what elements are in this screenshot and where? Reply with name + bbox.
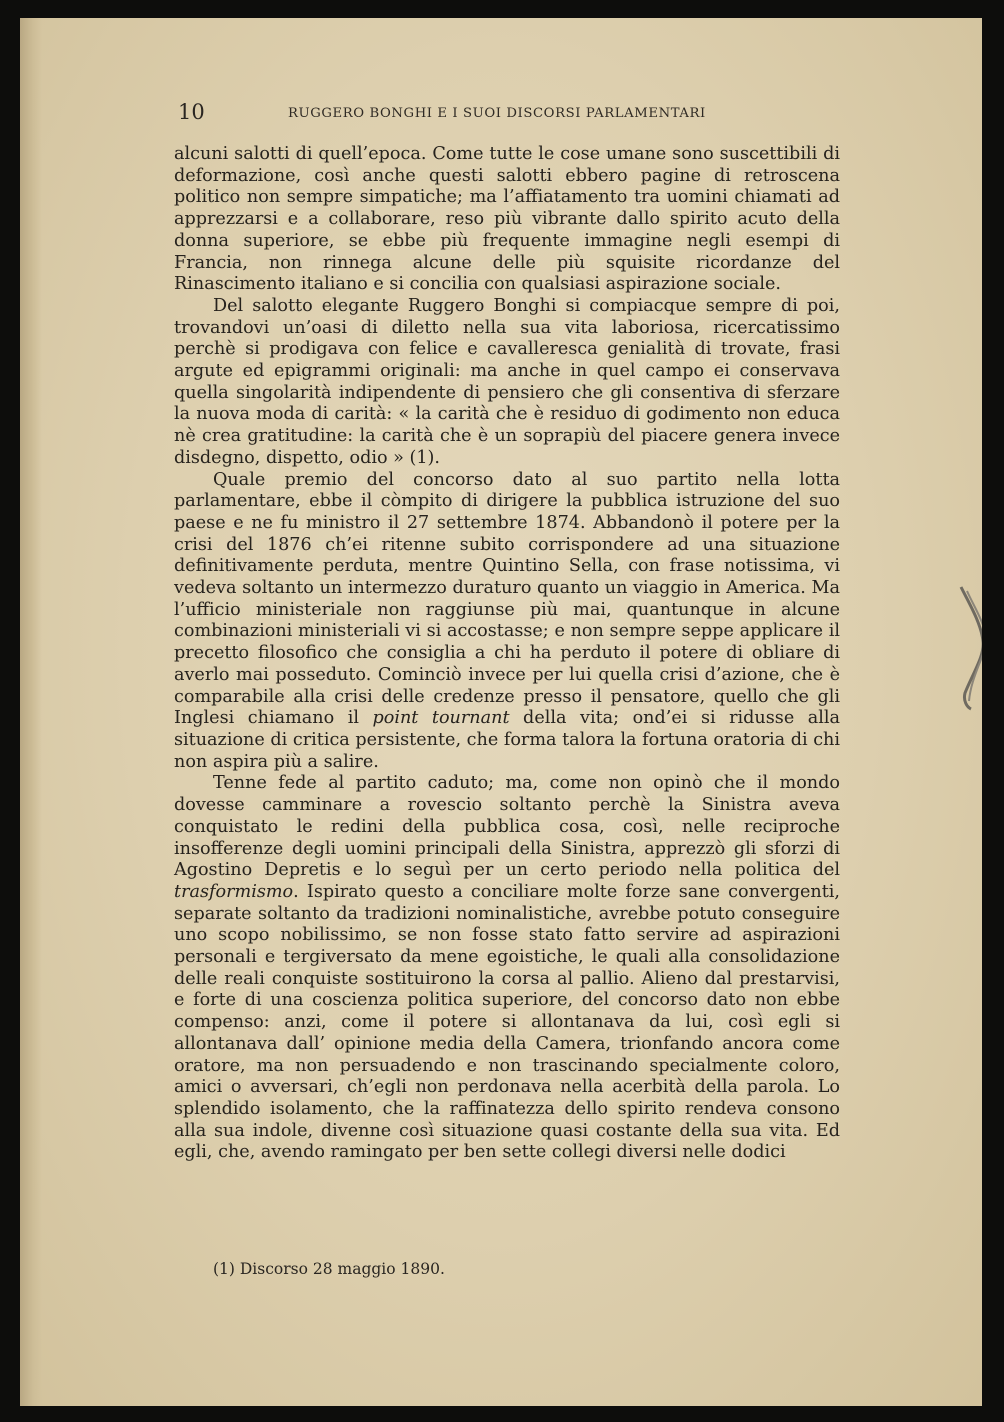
page-gutter-shadow <box>20 18 42 1406</box>
paragraph-3-end: della vita; ond’ei si ridusse alla situazione di critica persistente, che forma talora la fortuna oratoria di chi non aspira più a salire. <box>174 708 840 772</box>
book-page <box>20 18 982 1406</box>
paragraph-1: alcuni salotti di quell’epoca. Come tutte le cose umane sono suscettibili di deformazione, così anche questi salotti ebbero pagine di retroscena politico non sempre simpatiche; ma l’affiatamento tra uomini chiamati ad apprezzarsi e a collaborare, reso più vibrante dallo spirito acuto della donna superiore, se ebbe più frequente immagine negli esempi di Francia, non rinnega alcune delle più squisite ricordanze del Rinascimento italiano e si concilia con qualsiasi aspirazione sociale. <box>174 144 840 295</box>
running-head: RUGGERO BONGHI E I SUOI DISCORSI PARLAMENTARI <box>288 106 706 121</box>
paragraph-4-text-a: Tenne fede al partito caduto; ma, come non opinò che il mondo dovesse camminare a rovescio soltanto perchè la Sinistra aveva conquistato le redini della pubblica cosa, così, nelle reciproche insofferenze degli uomini principali della Sinistra, apprezzò gli sforzi di Agostino Depretis e lo seguì per un certo periodo nella politica del <box>174 773 840 881</box>
paper-clip-icon <box>955 583 982 713</box>
paragraph-3-italic: point tournant <box>372 708 510 729</box>
paragraph-4-italic: trasformismo <box>174 881 294 902</box>
page-number: 10 <box>178 100 205 124</box>
footnote: (1) Discorso 28 maggio 1890. <box>213 1260 445 1278</box>
paragraph-3-text: Quale premio del concorso dato al suo partito nella lotta parlamentare, ebbe il còmpito di dirigere la pubblica istruzione del suo paese e ne fu ministro il 27 settembre 1874. Abbandonò il potere per la crisi del 1876 ch’ei ritenne subito corrispondere ad una situazione definitivamente perduta, mentre Quintino Sella, con frase notissima, vi vedeva soltanto un intermezzo duraturo quanto un viaggio in America. Ma l’ufficio ministeriale non raggiunse più mai, quantunque in alcune combinazioni ministeriali vi si accostasse; e non sempre seppe applicare il precetto filosofico che consiglia a chi ha perduto il potere di obliare di averlo mai posseduto. Cominciò invece per lui quella crisi d’azione, che è comparabile alla crisi delle credenze presso il pensatore, quello che gli Inglesi chiamano il <box>174 469 840 729</box>
body-text <box>174 144 840 1164</box>
paragraph-2: Del salotto elegante Ruggero Bonghi si compiacque sempre di poi, trovandovi un’oasi di diletto nella sua vita laboriosa, ricercatissimo perchè si prodigava con felice e cavalleresca genialità di trovate, frasi argute ed epigrammi originali: ma anche in quel campo ei conservava quella singolarità indipendente di pensiero che gli consentiva di sferzare la nuova moda di carità: « la carità che è residuo di godimento non educa nè crea gratitudine: la carità che è un soprapiù del piacere genera invece disdegno, dispetto, odio » (1). <box>174 295 840 468</box>
paragraph-3 <box>174 470 840 774</box>
page-header <box>178 100 818 130</box>
paragraph-4-text-b: . Ispirato questo a conciliare molte forze sane convergenti, separate soltanto da tradizioni nominalistiche, avrebbe potuto conseguire uno scopo nobilissimo, se non fosse stato fatto servire ad aspirazioni personali e tergiversato da mene egoistiche, le quali alla consolidazione delle reali conquiste sostituirono la corsa al pallio. Alieno dal prestarvisi, e forte di una coscienza politica superiore, del concorso dato non ebbe compenso: anzi, come il potere si allontanava da lui, così egli si allontanava dall’ opinione media della Camera, trionfando ancora come oratore, ma non persuadendo e non trascinando specialmente coloro, amici o avversari, ch’egli non perdonava nella acerbità della parola. Lo splendido isolamento, che la raffinatezza dello spirito rendeva consono alla sua indole, divenne così situazione quasi costante della sua vita. Ed egli, che, avendo ramingato per ben sette collegi diversi nelle dodici <box>174 881 840 1163</box>
paragraph-4 <box>174 773 840 1164</box>
